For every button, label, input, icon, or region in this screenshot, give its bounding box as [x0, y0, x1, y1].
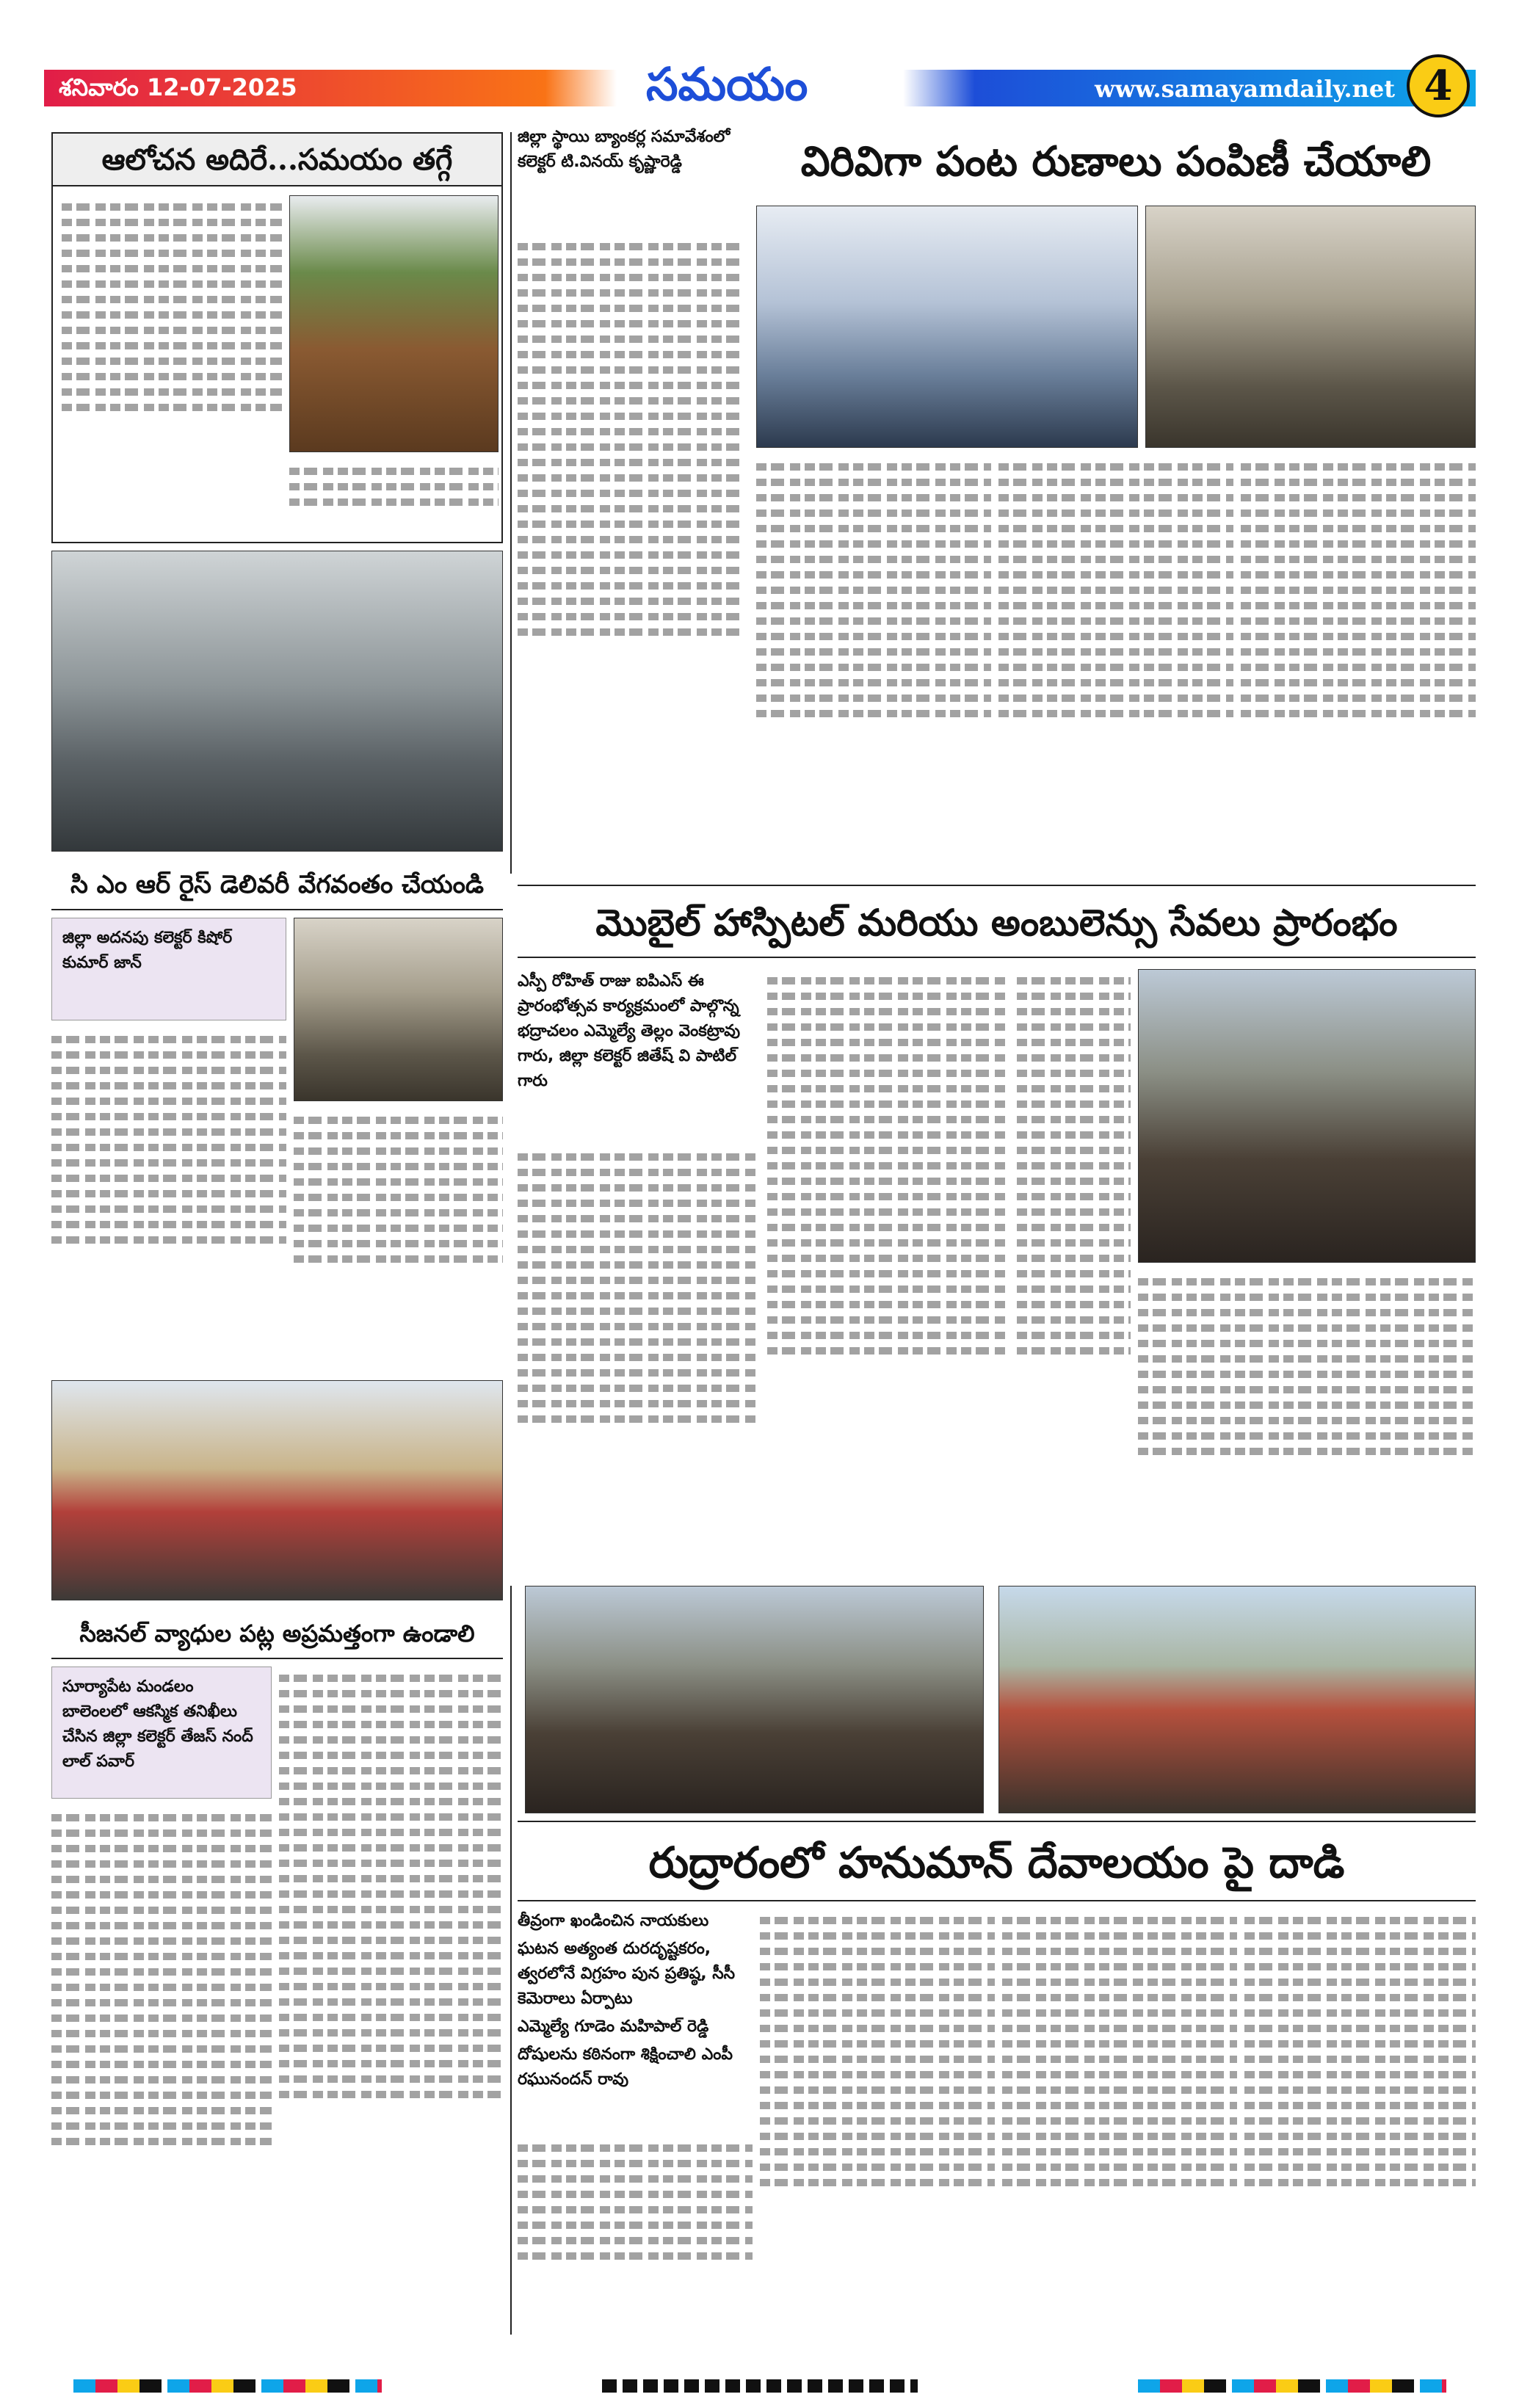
- website-url[interactable]: www.samayamdaily.net: [1095, 75, 1395, 103]
- headline-seasonal-diseases: సీజనల్ వ్యాధుల పట్ల అప్రమత్తంగా ఉండాలి: [51, 1608, 503, 1659]
- body-text-hospital-col3: [1017, 969, 1131, 1571]
- headline-hanuman-temple: రుద్రారంలో హనుమాన్ దేవాలయం పై దాడి: [518, 1821, 1476, 1901]
- body-text-crop-loans-col3: [998, 455, 1233, 874]
- bullet-mobile-hospital: ఎస్పీ రోహిత్ రాజు ఐపిఎస్ ఈ ప్రారంభోత్సవ కార్యక్రమంలో పాల్గొన్న భద్రాచలం ఎమ్మెల్యే తెల్లం వెంకట్రావు గారు, జిల్లా కలెక్టర్ జితేష్ వి పాటిల్ గారు: [518, 972, 741, 1090]
- body-text-seasonal-col2: [279, 1667, 503, 2335]
- body-text-temple-col4: [1244, 1909, 1476, 2335]
- photo-cmr-meeting: [294, 918, 503, 1101]
- photo-bankers-meeting: [1145, 206, 1476, 448]
- body-text-temple-col1: [518, 2136, 753, 2335]
- body-text-crop-loans-col1: [518, 235, 745, 874]
- body-text-cmr-col1: [51, 1028, 286, 1366]
- photo-conference-hall: [51, 551, 503, 852]
- cmyk-bar-left: [73, 2379, 382, 2393]
- black-bar-center: [602, 2379, 918, 2393]
- print-registration-marks: [0, 2375, 1519, 2397]
- body-text-hospital-col1: [518, 1145, 760, 1571]
- body-text-crop-loans-col4: [1241, 455, 1476, 874]
- cmyk-bar-right: [1138, 2379, 1446, 2393]
- column-rule-2: [510, 1586, 512, 2335]
- headline-crop-loans: విరివిగా పంట రుణాలు పంపిణీ చేయాలి: [800, 137, 1432, 186]
- body-text-farmers: [62, 195, 282, 540]
- body-text-hospital-col2: [767, 969, 1009, 1571]
- body-text-temple-col3: [1002, 1909, 1237, 2335]
- column-rule: [510, 132, 512, 874]
- body-text-cmr-col2: [294, 1109, 503, 1366]
- bullet-cmr-rice: జిల్లా అదనపు కలెక్టర్ కిషోర్ కుమార్ జాన్: [62, 929, 233, 972]
- bullet-temple-1: తీవ్రంగా ఖండించిన నాయకులు: [518, 1912, 709, 1930]
- page-number: 4: [1407, 54, 1470, 117]
- headline-cmr-rice: సి ఎం ఆర్ రైస్ డెలివరీ వేగవంతం చేయండి: [51, 859, 503, 910]
- bullet-seasonal-diseases: సూర్యాపేట మండలం బాలెంలలో ఆకస్మిక తనిఖీలు చేసిన జిల్లా కలెక్టర్ తేజస్ నంద్ లాల్ పవార్: [62, 1678, 253, 1771]
- bullet-temple-2: ఘటన అత్యంత దురదృష్టకరం, త్వరలోనే విగ్రహం పున ప్రతిష్ఠ, సీసీ కెమెరాలు ఏర్పాటు: [518, 1940, 736, 2008]
- bullet-temple-4: దోషులను కఠినంగా శిక్షించాలి ఎంపీ రఘునందన్ రావు: [518, 2045, 733, 2089]
- cmr-rice-bullets: [51, 918, 286, 1020]
- issue-date: శనివారం 12-07-2025: [59, 73, 297, 101]
- photo-farmer-field: [289, 195, 499, 452]
- body-text-seasonal-col1: [51, 1806, 272, 2335]
- body-text-farmers-2: [289, 460, 499, 540]
- bullet-temple-3: ఎమ్మెల్యే గూడెం మహిపాల్ రెడ్డి: [518, 2017, 709, 2036]
- headline-mobile-hospital: మొబైల్ హాస్పిటల్ మరియు అంబులెన్సు సేవలు ప్రారంభం: [518, 885, 1476, 958]
- bullet-crop-loans: జిల్లా స్థాయి బ్యాంకర్ల సమావేశంలో కలెక్టర్ టి.వినయ్ కృష్ణారెడ్డి: [518, 128, 731, 171]
- seasonal-diseases-bullets: [51, 1667, 272, 1799]
- masthead: [44, 51, 1476, 117]
- body-text-hospital-col4: [1138, 1270, 1476, 1571]
- body-text-temple-col2: [760, 1909, 995, 2335]
- photo-sbi-meeting: [756, 206, 1138, 448]
- photo-ribbon-cutting: [1138, 969, 1476, 1263]
- body-text-crop-loans-col2: [756, 455, 991, 874]
- mobile-hospital-bullets: [518, 969, 760, 1138]
- hanuman-temple-bullets: [518, 1909, 753, 2129]
- photo-hanuman-temple: [998, 1586, 1476, 1813]
- article-farmers: [51, 132, 503, 543]
- headline-farmers: ఆలోచన అదిరే...సమయం తగ్గే: [53, 134, 501, 186]
- photo-school-visit: [51, 1380, 503, 1600]
- photo-temple-crowd: [525, 1586, 984, 1813]
- newspaper-logo: సమయం: [646, 57, 808, 111]
- crop-loans-bullets: [518, 125, 745, 235]
